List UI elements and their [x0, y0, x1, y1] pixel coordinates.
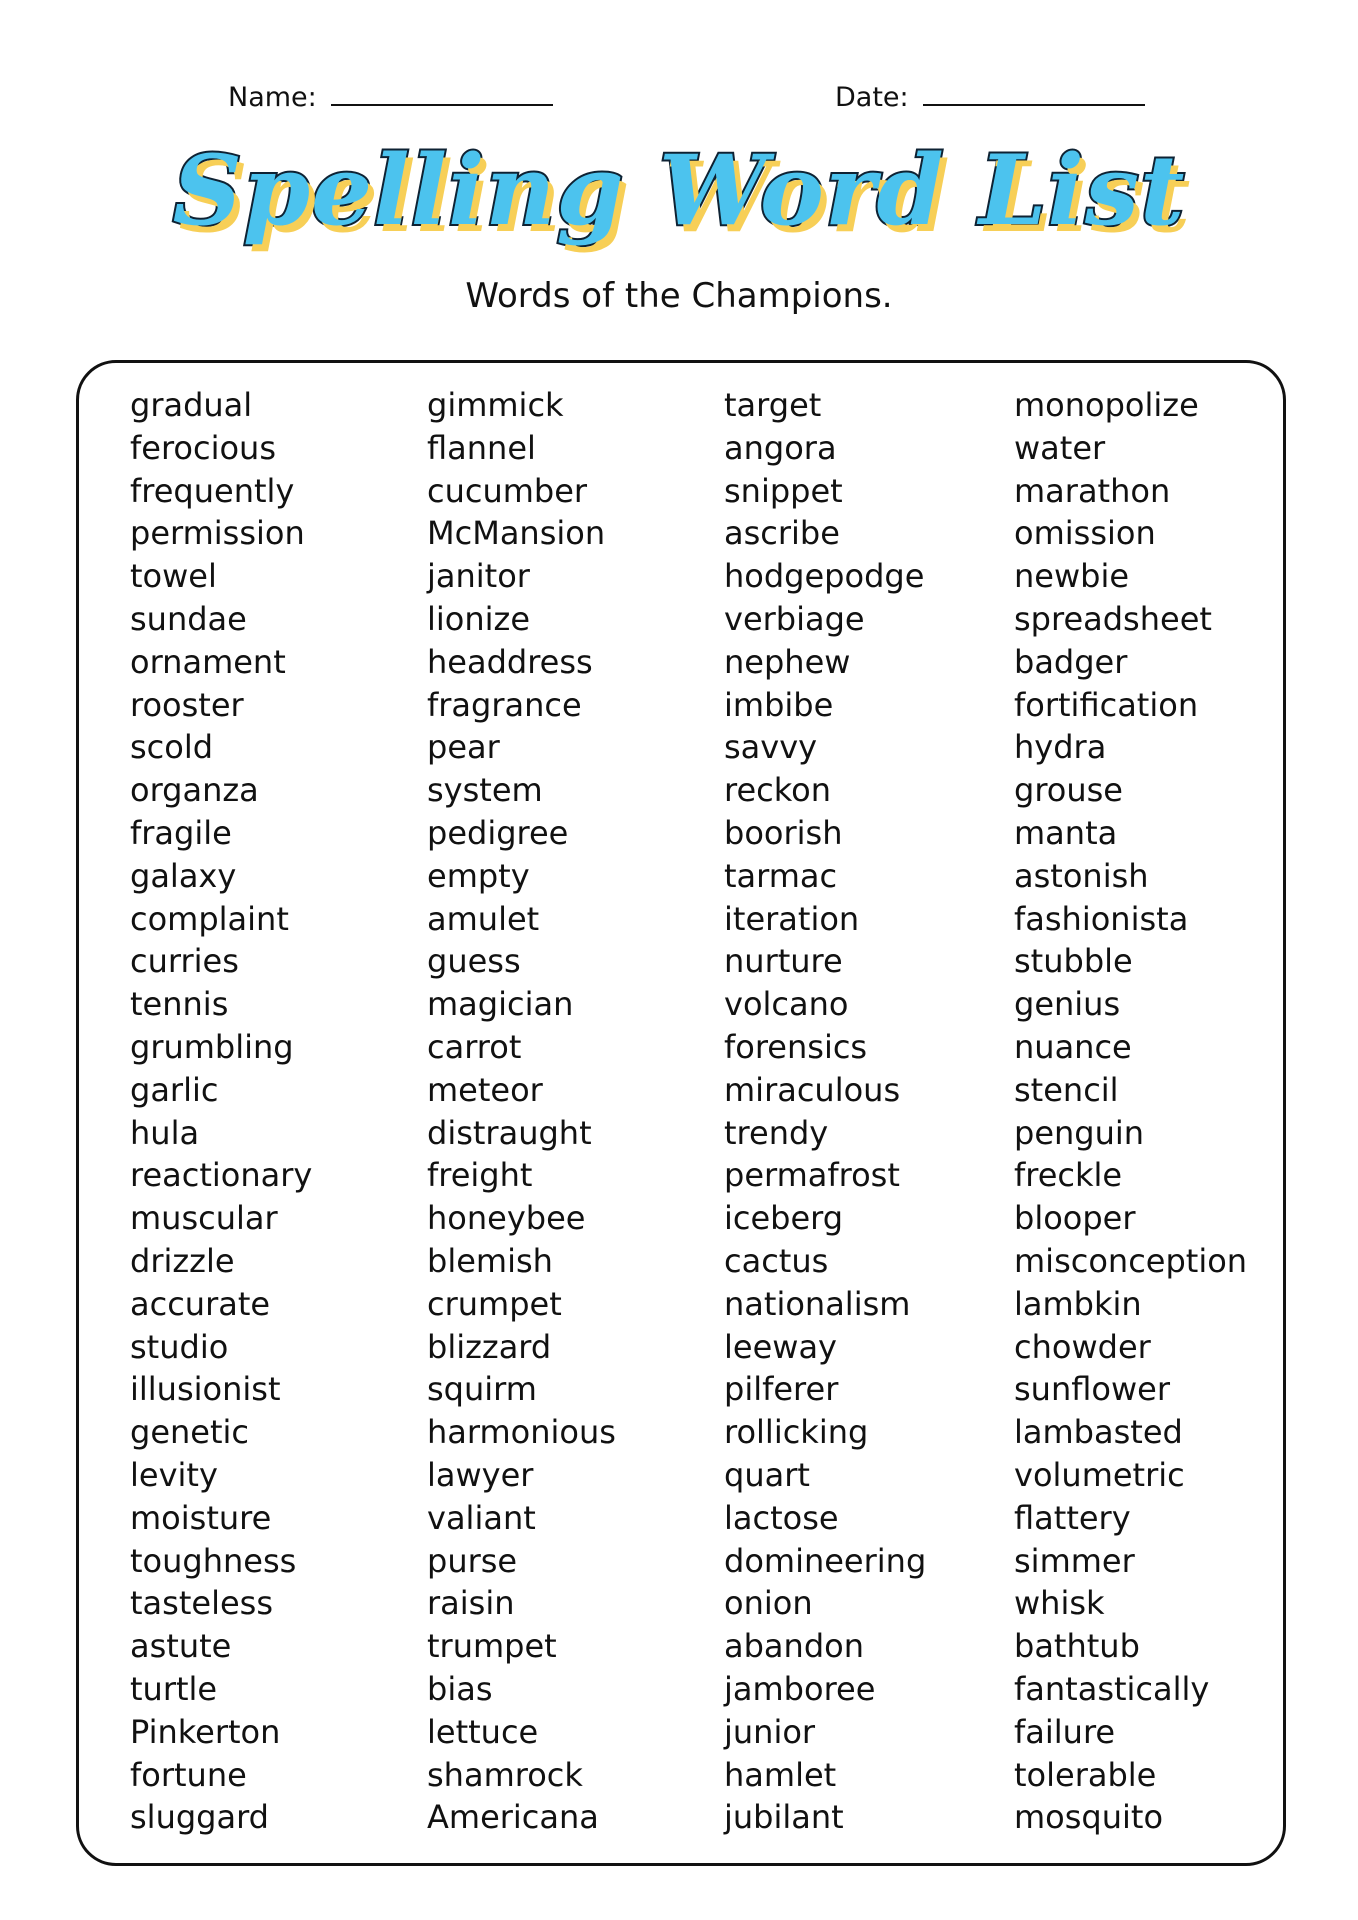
word-item: rollicking — [724, 1413, 869, 1452]
word-item: bias — [427, 1669, 493, 1708]
word-item: fantastically — [1014, 1669, 1210, 1708]
word-item: chowder — [1014, 1327, 1151, 1366]
word-item: junior — [724, 1712, 816, 1751]
word-item: volcano — [724, 985, 849, 1024]
word-item: grouse — [1014, 771, 1123, 810]
word-item: tennis — [130, 985, 229, 1024]
word-item: trumpet — [427, 1627, 557, 1666]
word-item: pilferer — [724, 1370, 839, 1409]
word-item: frequently — [130, 471, 295, 510]
word-item: studio — [130, 1327, 229, 1366]
word-item: lambasted — [1014, 1413, 1183, 1452]
word-item: lettuce — [427, 1712, 539, 1751]
word-item: galaxy — [130, 856, 237, 895]
word-item: sluggard — [130, 1798, 269, 1837]
word-item: forensics — [724, 1027, 868, 1066]
word-item: harmonious — [427, 1413, 616, 1452]
word-item: illusionist — [130, 1370, 281, 1409]
word-item: abandon — [724, 1627, 864, 1666]
word-item: jamboree — [724, 1669, 876, 1708]
word-item: permission — [130, 514, 305, 553]
word-item: imbibe — [724, 685, 834, 724]
word-item: iteration — [724, 899, 860, 938]
word-item: Americana — [427, 1798, 599, 1837]
word-item: McMansion — [427, 514, 606, 553]
word-item: curries — [130, 942, 239, 981]
word-item: blooper — [1014, 1199, 1136, 1238]
word-item: cactus — [724, 1241, 829, 1280]
word-item: jubilant — [724, 1798, 844, 1837]
word-item: lawyer — [427, 1455, 534, 1494]
word-column-1 — [130, 384, 312, 1839]
word-item: accurate — [130, 1284, 271, 1323]
word-item: domineering — [724, 1541, 927, 1580]
word-item: raisin — [427, 1584, 515, 1623]
word-item: flannel — [427, 428, 536, 467]
word-item: honeybee — [427, 1199, 586, 1238]
word-item: organza — [130, 771, 259, 810]
word-item: hodgepodge — [724, 557, 925, 596]
date-blank-line — [923, 80, 1145, 106]
word-item: lactose — [724, 1498, 839, 1537]
word-item: reckon — [724, 771, 831, 810]
word-item: pedigree — [427, 813, 569, 852]
page-title: Spelling Word List — [172, 134, 1186, 247]
word-item: freckle — [1014, 1156, 1123, 1195]
word-item: omission — [1014, 514, 1156, 553]
word-item: amulet — [427, 899, 540, 938]
word-item: misconception — [1014, 1241, 1248, 1280]
word-item: hamlet — [724, 1755, 837, 1794]
word-item: tarmac — [724, 856, 838, 895]
word-column-2 — [427, 384, 616, 1839]
word-item: toughness — [130, 1541, 297, 1580]
word-item: grumbling — [130, 1027, 294, 1066]
word-item: lionize — [427, 599, 531, 638]
word-item: towel — [130, 557, 217, 596]
word-item: muscular — [130, 1199, 278, 1238]
word-item: penguin — [1014, 1113, 1145, 1152]
word-item: verbiage — [724, 599, 865, 638]
word-item: nationalism — [724, 1284, 911, 1323]
word-item: failure — [1014, 1712, 1116, 1751]
date-label: Date: — [835, 82, 909, 113]
name-label: Name: — [228, 82, 317, 113]
word-item: tolerable — [1014, 1755, 1157, 1794]
name-field — [228, 80, 553, 113]
word-item: sunflower — [1014, 1370, 1170, 1409]
word-item: mosquito — [1014, 1798, 1164, 1837]
word-item: scold — [130, 728, 214, 767]
word-item: headdress — [427, 642, 593, 681]
word-item: flattery — [1014, 1498, 1131, 1537]
word-item: whisk — [1014, 1584, 1105, 1623]
word-item: hydra — [1014, 728, 1107, 767]
word-item: target — [724, 386, 822, 424]
word-item: manta — [1014, 813, 1118, 852]
word-item: genius — [1014, 985, 1121, 1024]
word-item: ascribe — [724, 514, 840, 553]
word-item: badger — [1014, 642, 1128, 681]
word-item: fortification — [1014, 685, 1199, 724]
word-item: gimmick — [427, 386, 564, 424]
name-blank-line — [331, 80, 553, 106]
word-item: purse — [427, 1541, 518, 1580]
word-item: newbie — [1014, 557, 1130, 596]
word-item: miraculous — [724, 1070, 901, 1109]
word-item: fragrance — [427, 685, 582, 724]
word-item: magician — [427, 985, 574, 1024]
date-field — [835, 80, 1145, 113]
word-item: savvy — [724, 728, 818, 767]
word-item: sundae — [130, 599, 247, 638]
word-item: gradual — [130, 386, 253, 424]
word-item: squirm — [427, 1370, 537, 1409]
word-item: rooster — [130, 685, 244, 724]
word-item: garlic — [130, 1070, 219, 1109]
word-item: complaint — [130, 899, 289, 938]
word-item: guess — [427, 942, 521, 981]
word-item: lambkin — [1014, 1284, 1142, 1323]
word-column-3 — [724, 384, 926, 1839]
word-item: levity — [130, 1455, 218, 1494]
word-item: astute — [130, 1627, 232, 1666]
word-item: permafrost — [724, 1156, 900, 1195]
word-item: water — [1014, 428, 1106, 467]
word-item: quart — [724, 1455, 810, 1494]
word-item: hula — [130, 1113, 200, 1152]
word-item: meteor — [427, 1070, 543, 1109]
word-item: nuance — [1014, 1027, 1132, 1066]
word-item: stubble — [1014, 942, 1133, 981]
word-item: boorish — [724, 813, 843, 852]
word-item: onion — [724, 1584, 813, 1623]
word-item: trendy — [724, 1113, 829, 1152]
word-item: spreadsheet — [1014, 599, 1212, 638]
word-item: snippet — [724, 471, 843, 510]
word-item: janitor — [427, 557, 530, 596]
word-item: turtle — [130, 1669, 218, 1708]
word-item: angora — [724, 428, 837, 467]
word-item: Pinkerton — [130, 1712, 281, 1751]
word-item: ferocious — [130, 428, 276, 467]
word-item: reactionary — [130, 1156, 313, 1195]
word-item: stencil — [1014, 1070, 1119, 1109]
word-item: tasteless — [130, 1584, 273, 1623]
word-item: marathon — [1014, 471, 1171, 510]
word-item: bathtub — [1014, 1627, 1140, 1666]
word-column-4 — [1014, 384, 1247, 1839]
word-item: blemish — [427, 1241, 553, 1280]
word-item: volumetric — [1014, 1455, 1185, 1494]
word-item: freight — [427, 1156, 533, 1195]
word-item: nurture — [724, 942, 843, 981]
word-item: nephew — [724, 642, 851, 681]
word-item: pear — [427, 728, 500, 767]
word-item: fashionista — [1014, 899, 1189, 938]
word-item: ornament — [130, 642, 286, 681]
word-item: leeway — [724, 1327, 837, 1366]
word-item: drizzle — [130, 1241, 235, 1280]
word-item: blizzard — [427, 1327, 552, 1366]
word-item: empty — [427, 856, 530, 895]
word-item: shamrock — [427, 1755, 583, 1794]
word-item: valiant — [427, 1498, 536, 1537]
word-item: simmer — [1014, 1541, 1135, 1580]
word-item: moisture — [130, 1498, 272, 1537]
word-item: genetic — [130, 1413, 249, 1452]
word-item: fortune — [130, 1755, 247, 1794]
word-item: cucumber — [427, 471, 588, 510]
word-item: fragile — [130, 813, 232, 852]
page-subtitle: Words of the Champions. — [465, 276, 893, 316]
word-item: iceberg — [724, 1199, 844, 1238]
word-item: monopolize — [1014, 386, 1199, 424]
word-item: crumpet — [427, 1284, 562, 1323]
word-item: system — [427, 771, 543, 810]
word-item: carrot — [427, 1027, 522, 1066]
word-item: astonish — [1014, 856, 1149, 895]
word-item: distraught — [427, 1113, 592, 1152]
